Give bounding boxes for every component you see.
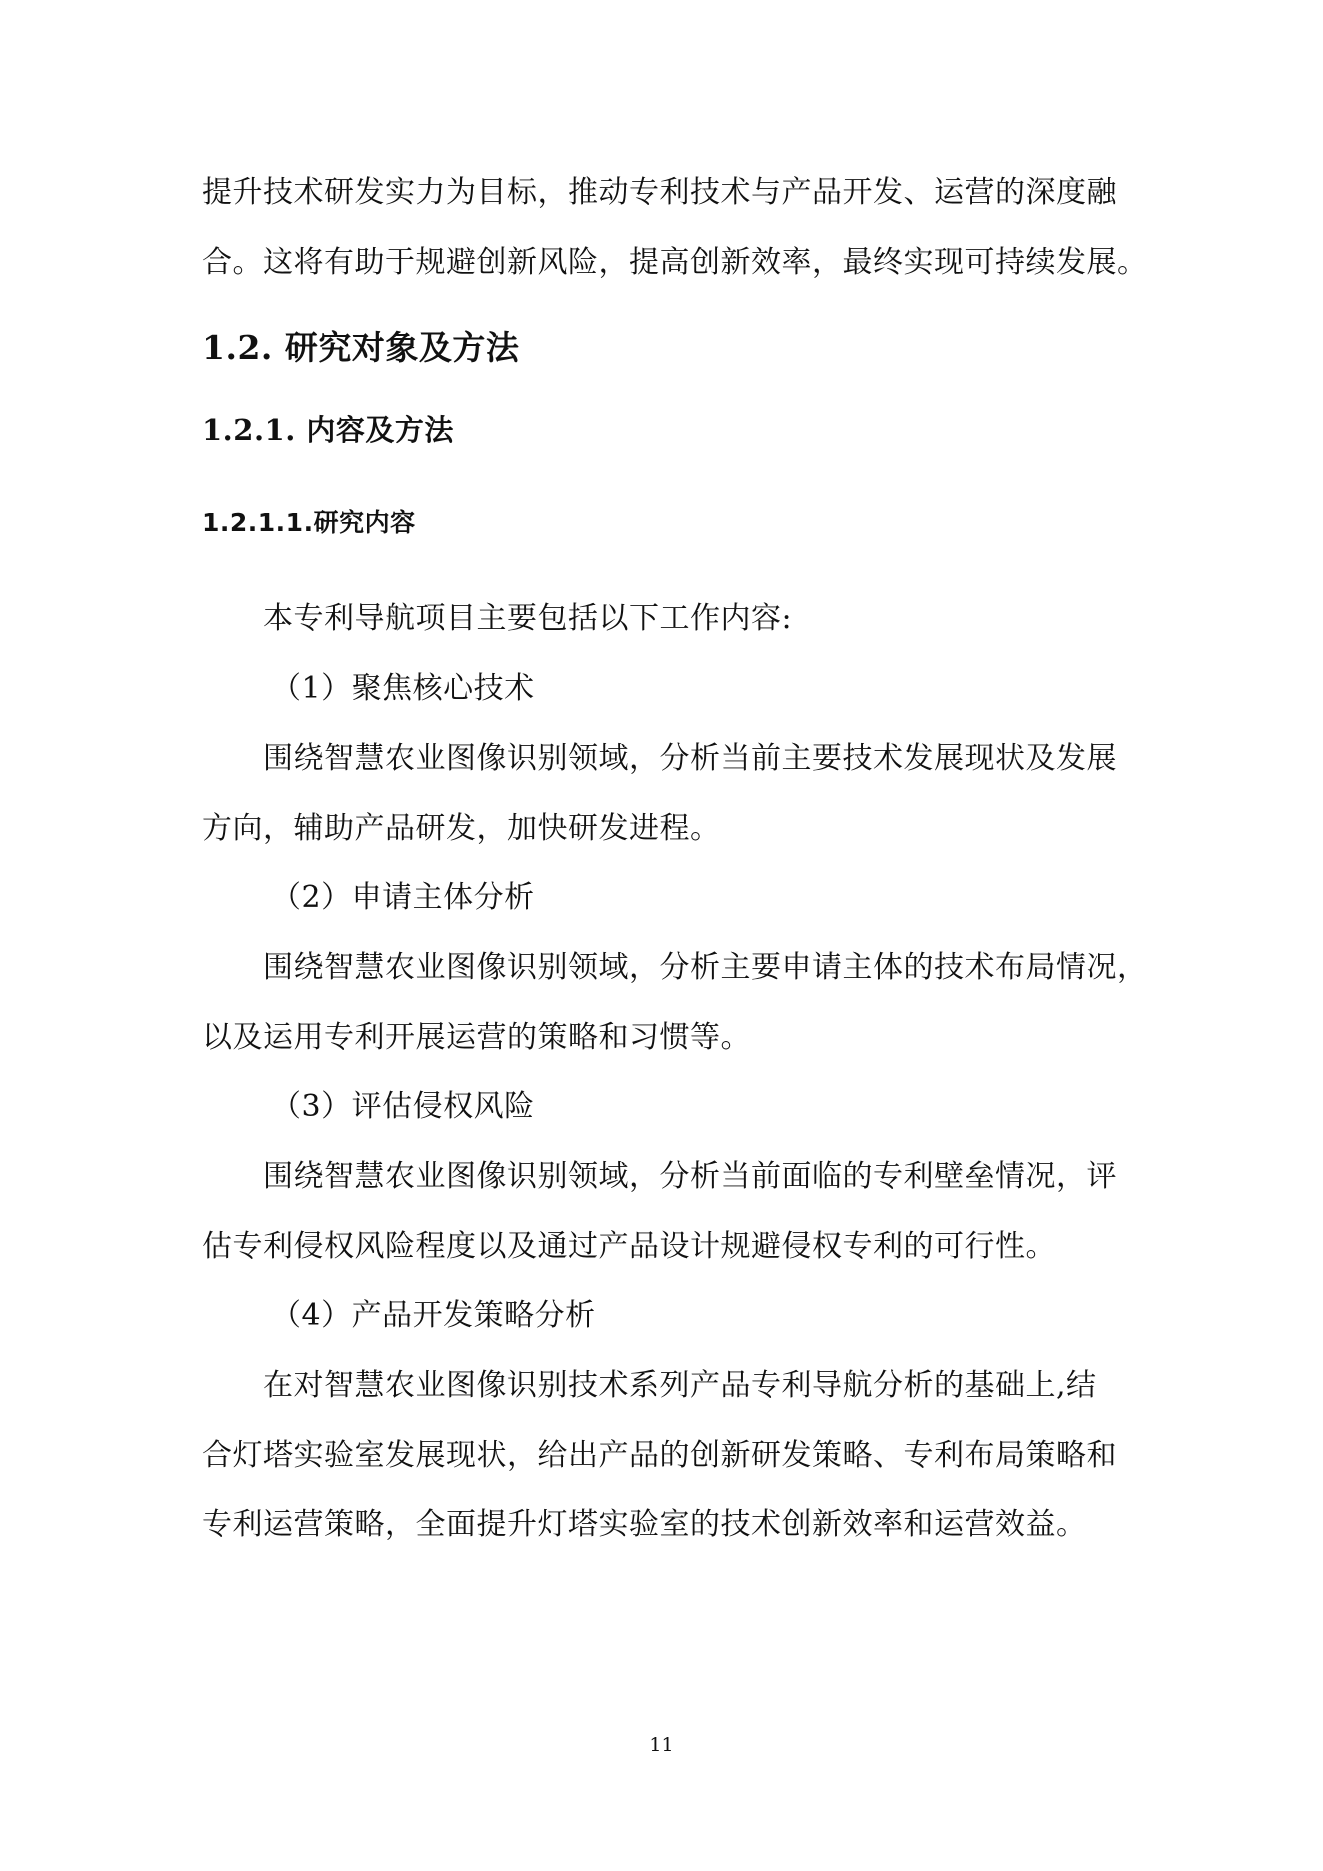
section-heading-1-2-1-1: 1.2.1.1.研究内容	[202, 508, 416, 537]
paragraph-line: 提升技术研发实力为目标，推动专利技术与产品开发、运营的深度融	[202, 175, 1117, 210]
item-2-line-1: 围绕智慧农业图像识别领域，分析主要申请主体的技术布局情况，	[263, 950, 1148, 985]
item-4-line-2: 合灯塔实验室发展现状，给出产品的创新研发策略、专利布局策略和	[202, 1438, 1117, 1473]
item-1-line-2: 方向，辅助产品研发，加快研发进程。	[202, 811, 721, 846]
page-number: 11	[649, 1734, 674, 1756]
item-4-line-1: 在对智慧农业图像识别技术系列产品专利导航分析的基础上,结	[263, 1368, 1097, 1403]
section-heading-1-2: 1.2. 研究对象及方法	[202, 328, 520, 367]
item-title-4: （4）产品开发策略分析	[271, 1298, 596, 1333]
item-1-line-1: 围绕智慧农业图像识别领域，分析当前主要技术发展现状及发展	[263, 741, 1117, 776]
item-3-line-1: 围绕智慧农业图像识别领域，分析当前面临的专利壁垒情况，评	[263, 1159, 1117, 1194]
section-heading-1-2-1: 1.2.1. 内容及方法	[202, 413, 454, 447]
item-3-line-2: 估专利侵权风险程度以及通过产品设计规避侵权专利的可行性。	[202, 1229, 1056, 1264]
item-title-1: （1）聚焦核心技术	[271, 671, 535, 706]
intro-paragraph: 本专利导航项目主要包括以下工作内容:	[263, 601, 793, 636]
item-title-2: （2）申请主体分析	[271, 880, 535, 915]
item-2-line-2: 以及运用专利开展运营的策略和习惯等。	[202, 1020, 751, 1055]
item-4-line-3: 专利运营策略，全面提升灯塔实验室的技术创新效率和运营效益。	[202, 1507, 1087, 1542]
item-title-3: （3）评估侵权风险	[271, 1089, 535, 1124]
paragraph-line: 合。这将有助于规避创新风险，提高创新效率，最终实现可持续发展。	[202, 245, 1148, 280]
